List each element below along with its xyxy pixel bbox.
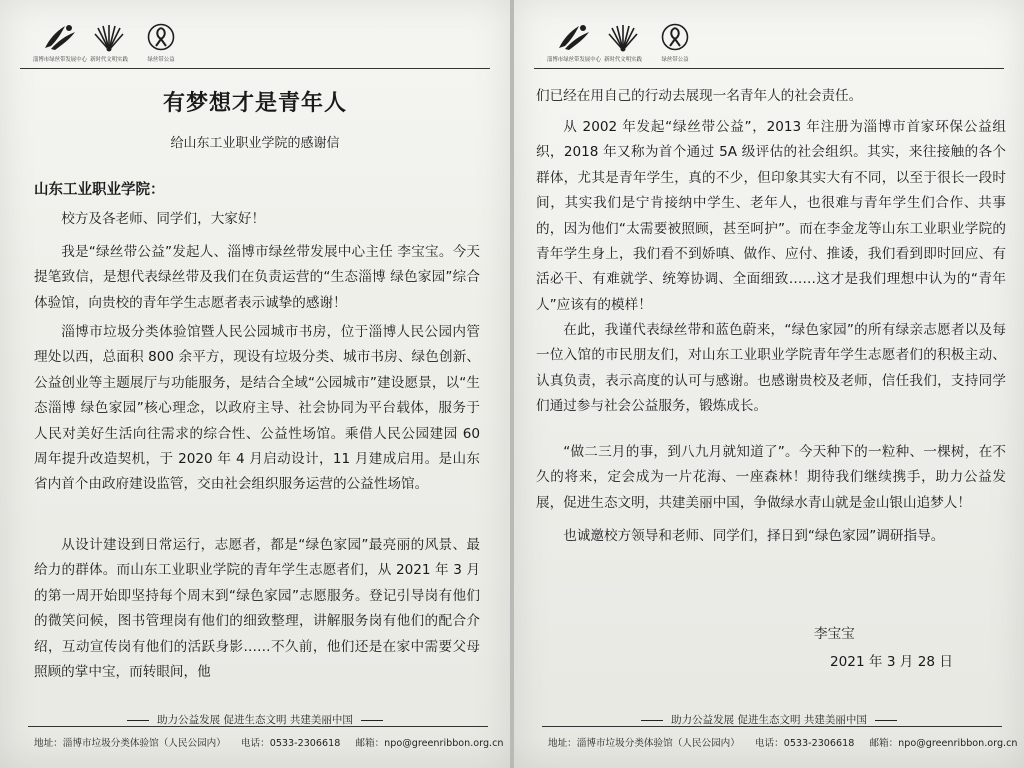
footer-divider: [28, 726, 488, 727]
footer-phone: 电话：0533-2306618: [240, 738, 341, 749]
green-ribbon-logo: 淄博市绿丝带发展中心: [544, 22, 604, 63]
sunburst-icon: [92, 22, 126, 52]
sunburst-icon: [606, 22, 640, 52]
greeting-paragraph: 校方及各老师、同学们，大家好！: [61, 211, 266, 227]
thanks-paragraph: 在此，我谨代表绿丝带和蓝色蔚来，“绿色家园”的所有绿亲志愿者以及每一位入馆的市民朋友们，对山东工业职业学院青年学生志愿者们的积极主动、认真负责，表示高度的认可与感谢。也感谢贵校及老师，信任我们，支持同学们通过参与社会公益服务，锻炼成长。: [536, 322, 1006, 415]
footer-phone: 电话：0533-2306618: [754, 738, 855, 749]
invitation-paragraph: 也诚邀校方领导和老师、同学们，择日到“绿色家园”调研指导。: [563, 528, 945, 544]
continuation-paragraph: 们已经在用自己的行动去展现一名青年人的社会责任。: [536, 88, 863, 104]
green-ribbon-logo: 淄博市绿丝带发展中心: [30, 22, 90, 63]
letter-title: 有梦想才是青年人: [162, 91, 347, 116]
footer-contact: [34, 735, 504, 749]
ribbon-circle-icon: [660, 22, 690, 52]
footer-slogan: 助力公益发展 促进生态文明 共建美丽中国: [514, 712, 1024, 727]
history-paragraph: 从 2002 年发起“绿丝带公益”，2013 年注册为淄博市首家环保公益组织，2018 年又称为首个通过 5A 级评估的社会组织。其实，来往接触的各个群体，尤其是青年学生，真的不少，但印象其实大有不同，以至于很长一段时间，其实我们是宁肯接纳中学生、老年人，也很难与青年学生们合作、共事的，因为他们“太需要被照顾，甚至呵护”。而在李金龙等山东工业职业学院的青年学生身上，我们看不到娇嗔、做作、应付、推诿，我们看到即时回应、有活必干、有难就学、统筹协调、全面细致……这才是我们理想中认为的“青年人”应该有的模样！: [536, 119, 1006, 313]
footer-email: 邮箱：npo@greenribbon.org.cn: [355, 738, 504, 749]
civilization-practice-logo: 新时代文明实践: [88, 22, 130, 63]
salutation: 山东工业职业学院：: [34, 182, 165, 198]
intro-paragraph: 我是“绿丝带公益”发起人、淄博市绿丝带发展中心主任 李宝宝。今天提笔致信，是想代表绿丝带及我们在负责运营的“生态淄博 绿色家园”综合体验馆，向贵校的青年学生志愿者表示诚挚的感谢！: [34, 244, 480, 311]
header-divider: [534, 68, 1004, 69]
footer-address: 地址：淄博市垃圾分类体验馆（人民公园内）: [34, 738, 226, 749]
venue-paragraph: 淄博市垃圾分类体验馆暨人民公园城市书房，位于淄博人民公园内管理处以西，总面积 800 余平方，现设有垃圾分类、城市书房、绿色创新、公益创业等主题展厅与功能服务，是结合全域“公园城市”建设愿景，以“生态淄博 绿色家园”核心理念，以政府主导、社会协同为平台载体，服务于人民对美好生活向往需求的综合性、公益性场馆。乘借人民公园建园 60 周年提升改造契机，于 2020 年 4 月启动设计，11 月建成启用。是山东省内首个由政府建设监管，交由社会组织服务运营的公益性场馆。: [34, 324, 480, 493]
footer-address: 地址：淄博市垃圾分类体验馆（人民公园内）: [548, 738, 740, 749]
ribbon-circle-icon: [146, 22, 176, 52]
ribbon-charity-logo: 绿丝带公益: [660, 22, 690, 63]
civilization-practice-logo: 新时代文明实践: [602, 22, 644, 63]
green-ribbon-icon: [37, 22, 83, 52]
signature-name: 李宝宝: [814, 626, 855, 642]
footer-contact: [548, 735, 1018, 749]
signature-date: 2021 年 3 月 28 日: [830, 654, 953, 670]
hope-paragraph: “做二三月的事，到八九月就知道了”。今天种下的一粒种、一棵树，在不久的将来，定会成为一片花海、一座森林！期待我们继续携手，助力公益发展，促进生态文明，共建美丽中国，争做绿水青山就是金山银山追梦人！: [536, 444, 1006, 511]
letterhead: [30, 22, 480, 70]
volunteer-paragraph: 从设计建设到日常运行，志愿者，都是“绿色家园”最亮丽的风景、最给力的群体。而山东工业职业学院的青年学生志愿者们，从 2021 年 3 月的第一周开始即坚持每个周末到“绿色家园”志愿服务。登记引导岗有他们的微笑问候，图书管理岗有他们的细致整理，讲解服务岗有他们的配合介绍，互动宣传岗有他们的活跃身影……不久前，他们还是在家中需要父母照顾的掌中宝，而转眼间，他: [34, 537, 480, 681]
footer-divider: [542, 726, 1002, 727]
letter-subtitle: 给山东工业职业学院的感谢信: [170, 136, 340, 151]
header-divider: [20, 68, 490, 69]
letter-page-left: [0, 0, 510, 768]
ribbon-charity-logo: 绿丝带公益: [146, 22, 176, 63]
footer-slogan: 助力公益发展 促进生态文明 共建美丽中国: [0, 712, 510, 727]
letterhead: [544, 22, 994, 70]
green-ribbon-icon: [551, 22, 597, 52]
footer-email: 邮箱：npo@greenribbon.org.cn: [869, 738, 1018, 749]
letter-page-right: [514, 0, 1024, 768]
